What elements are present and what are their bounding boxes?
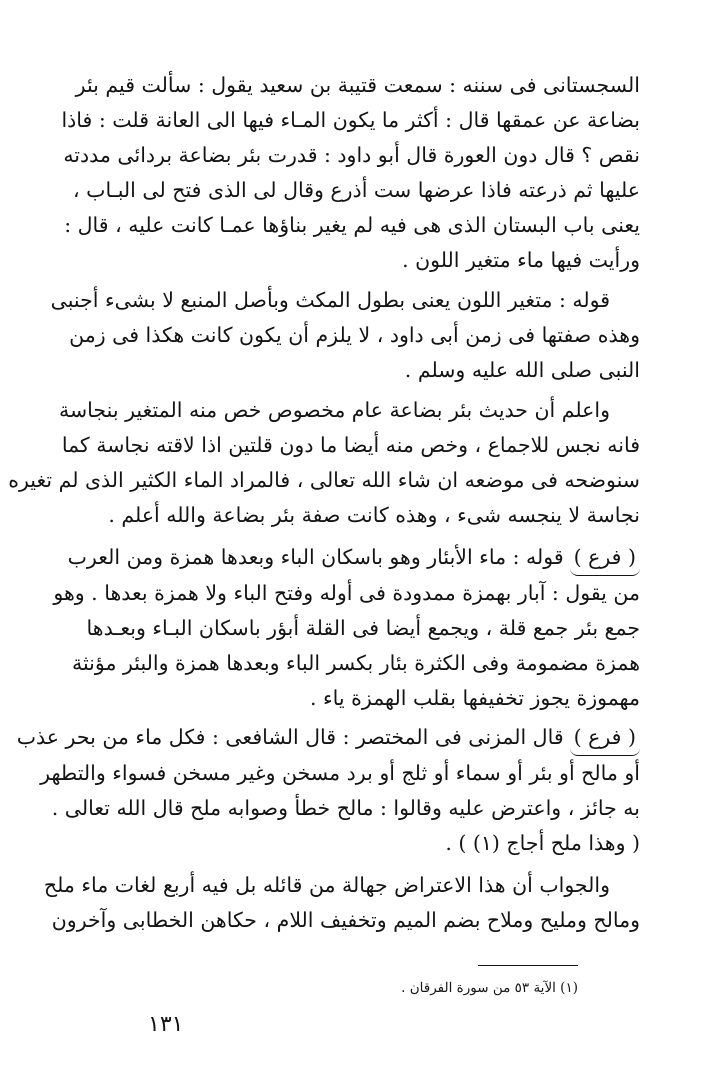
text-line: وهذه صفتها فى زمن أبى داود ، لا يلزم أن يكون كانت هكذا فى زمن — [69, 323, 640, 347]
page-number: ١٣١ — [148, 1012, 184, 1037]
text-line: ( وهذا ملح أجاج (١) ) . — [445, 831, 640, 855]
text-line: نقص ؟ قال دون العورة قال أبو داود : قدرت بئر بضاعة بردائى مددته — [63, 143, 640, 167]
paragraph-3 — [8, 393, 640, 533]
text-line: سنوضحه فى موضعه ان شاء الله تعالى ، فالمراد الماء الكثير الذى لم تغيره — [8, 468, 640, 492]
text-line: أو مالح أو بئر أو سماء أو ثلج أو برد مسخن وغير مسخن فسواء والتطهر — [40, 761, 640, 785]
text-line: يعنى باب البستان الذى هى فيه لم يغير بناؤها عمـا كانت عليه ، قال : — [64, 213, 640, 237]
paragraph-2 — [50, 283, 640, 388]
text-line: قوله : ماء الأبئار وهو باسكان الباء وبعدها همزة ومن العرب — [67, 545, 564, 569]
text-line: فانه نجس للاجماع ، وخص منه أيضا ما دون قلتين اذا لاقته نجاسة كما — [61, 433, 640, 457]
text-line: من يقول : آبار بهمزة ممدودة فى أوله وفتح الباء ولا همزة بعدها . وهو — [53, 581, 640, 605]
text-line: قوله : متغير اللون يعنى بطول المكث وبأصل المنبع لا بشىء أجنبى — [50, 288, 610, 312]
far-label: ( فرع ) — [570, 540, 640, 576]
text-line: النبى صلى الله عليه وسلم . — [404, 358, 640, 382]
text-line: والجواب أن هذا الاعتراض جهالة من قائله بل فيه أربع لغات ماء ملح — [43, 873, 610, 897]
text-line: عليها ثم ذرعته فاذا عرضها ست أذرع وقال لى الذى فتح لى البـاب ، — [73, 178, 640, 202]
text-line: واعلم أن حديث بئر بضاعة عام مخصوص خص منه المتغير بنجاسة — [59, 398, 610, 422]
text-line: بضاعة عن عمقها قال : أكثر ما يكون المـاء فيها الى العانة قلت : فاذا — [61, 108, 640, 132]
paragraph-1 — [61, 68, 640, 278]
text-line: ومالح ومليح وملاح بضم الميم وتخفيف اللام ، حكاهن الخطابى وآخرون — [51, 908, 640, 932]
far-label: ( فرع ) — [570, 720, 640, 756]
footnote-divider — [478, 965, 578, 966]
paragraph-4-far — [53, 540, 640, 716]
footnote: (١) الآية ٥٣ من سورة الفرقان . — [401, 980, 578, 996]
text-line: قال المزنى فى المختصر : قال الشافعى : فكل ماء من بحر عذب — [16, 725, 564, 749]
paragraph-6 — [43, 868, 640, 938]
text-line: مهموزة يجوز تخفيفها بقلب الهمزة ياء . — [310, 686, 640, 710]
text-line: ورأيت فيها ماء متغير اللون . — [402, 248, 640, 272]
text-line: همزة مضمومة وفى الكثرة بئار بكسر الباء وبعدها همزة والبئر مؤنثة — [71, 651, 640, 675]
text-line: به جائز ، واعترض عليه وقالوا : مالح خطأ وصوابه ملح قال الله تعالى . — [51, 796, 640, 820]
paragraph-5-far — [16, 720, 640, 861]
text-line: جمع بئر جمع قلة ، ويجمع أيضا فى القلة أبؤر باسكان البـاء وبعـدها — [86, 616, 640, 640]
text-line: نجاسة لا ينجسه شىء ، وهذه كانت صفة بئر بضاعة والله أعلم . — [108, 503, 640, 527]
text-line: السجستانى فى سننه : سمعت قتيبة بن سعيد يقول : سألت قيم بئر — [75, 73, 640, 97]
